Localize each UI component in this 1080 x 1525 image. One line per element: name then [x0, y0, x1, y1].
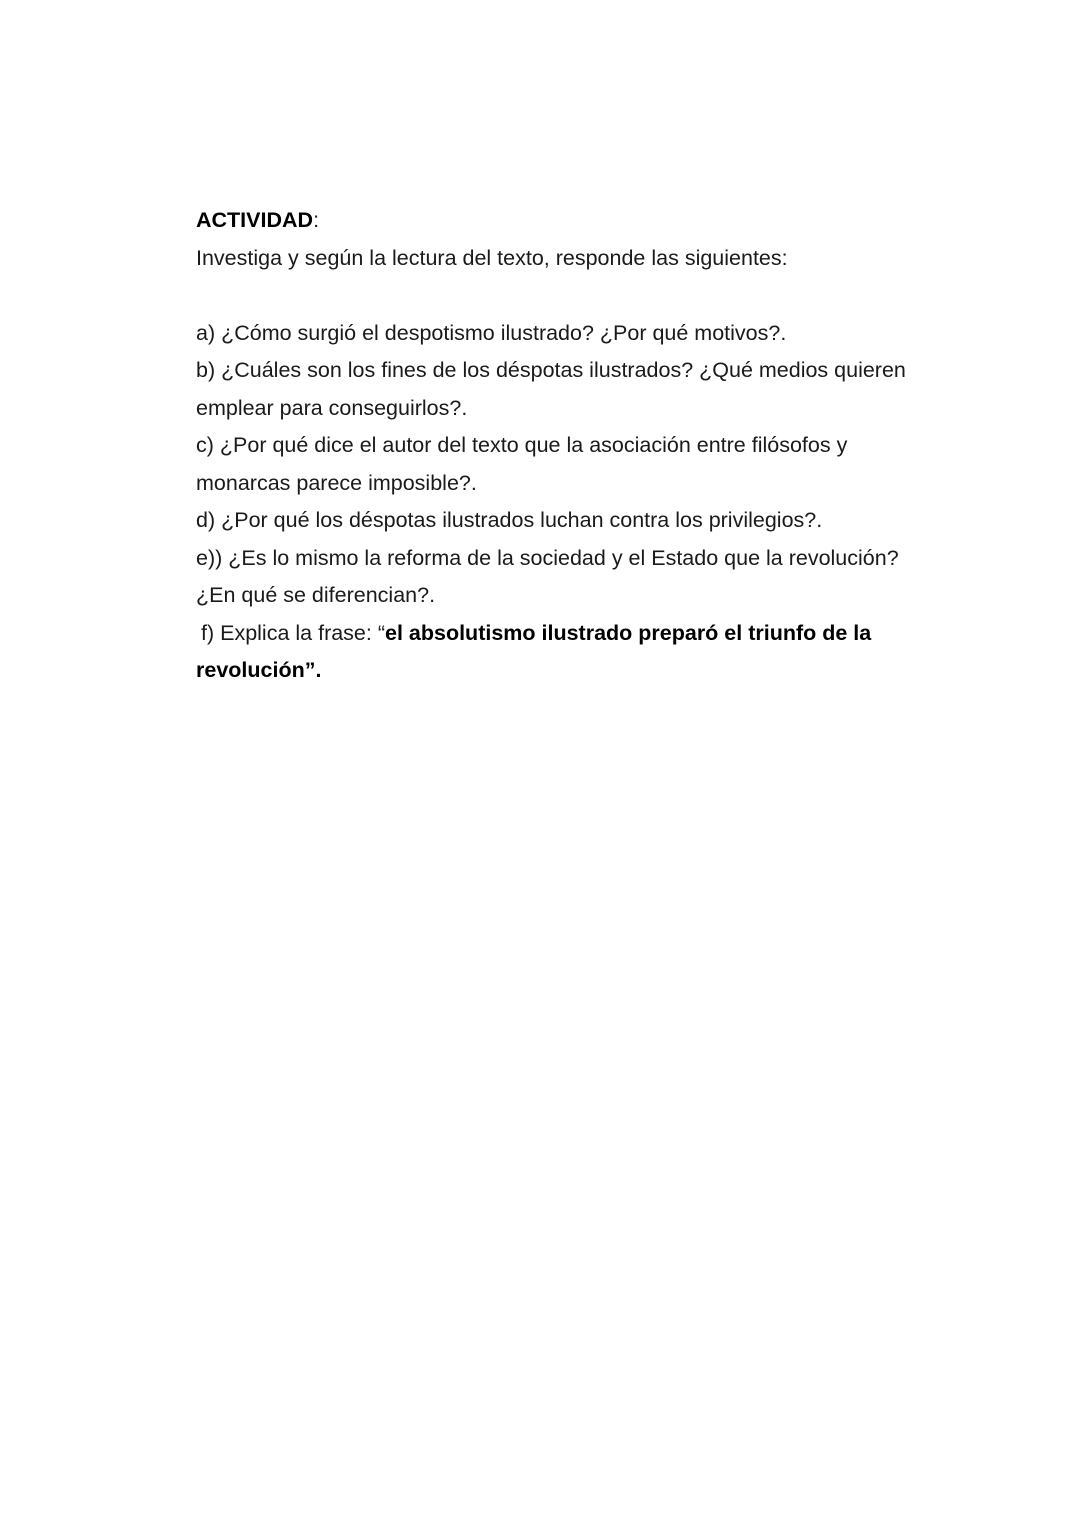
- question-f: [196, 615, 936, 690]
- question-e: e)) ¿Es lo mismo la reforma de la sociedad y el Estado que la revolución? ¿En qué se diferencian?.: [196, 545, 899, 607]
- activity-instructions: Investiga y según la lectura del texto, responde las siguientes:: [196, 245, 788, 270]
- question-d: d) ¿Por qué los déspotas ilustrados luchan contra los privilegios?.: [196, 508, 823, 532]
- question-list: [196, 315, 936, 690]
- question-c: c) ¿Por qué dice el autor del texto que la asociación entre filósofos y monarcas parece imposible?.: [196, 433, 848, 495]
- activity-title-colon: :: [313, 208, 320, 232]
- document-content: [196, 202, 936, 690]
- question-f-quoted-phrase: el absolutismo ilustrado preparó el triunfo de la revolución”.: [196, 620, 872, 682]
- question-a: a) ¿Cómo surgió el despotismo ilustrado? ¿Por qué motivos?.: [196, 320, 787, 345]
- activity-heading: [196, 202, 936, 240]
- question-f-prefix: f) Explica la frase: “: [201, 620, 385, 645]
- question-b: b) ¿Cuáles son los fines de los déspotas ilustrados? ¿Qué medios quieren emplear para conseguirlos?.: [196, 358, 906, 420]
- activity-title: ACTIVIDAD: [196, 208, 314, 232]
